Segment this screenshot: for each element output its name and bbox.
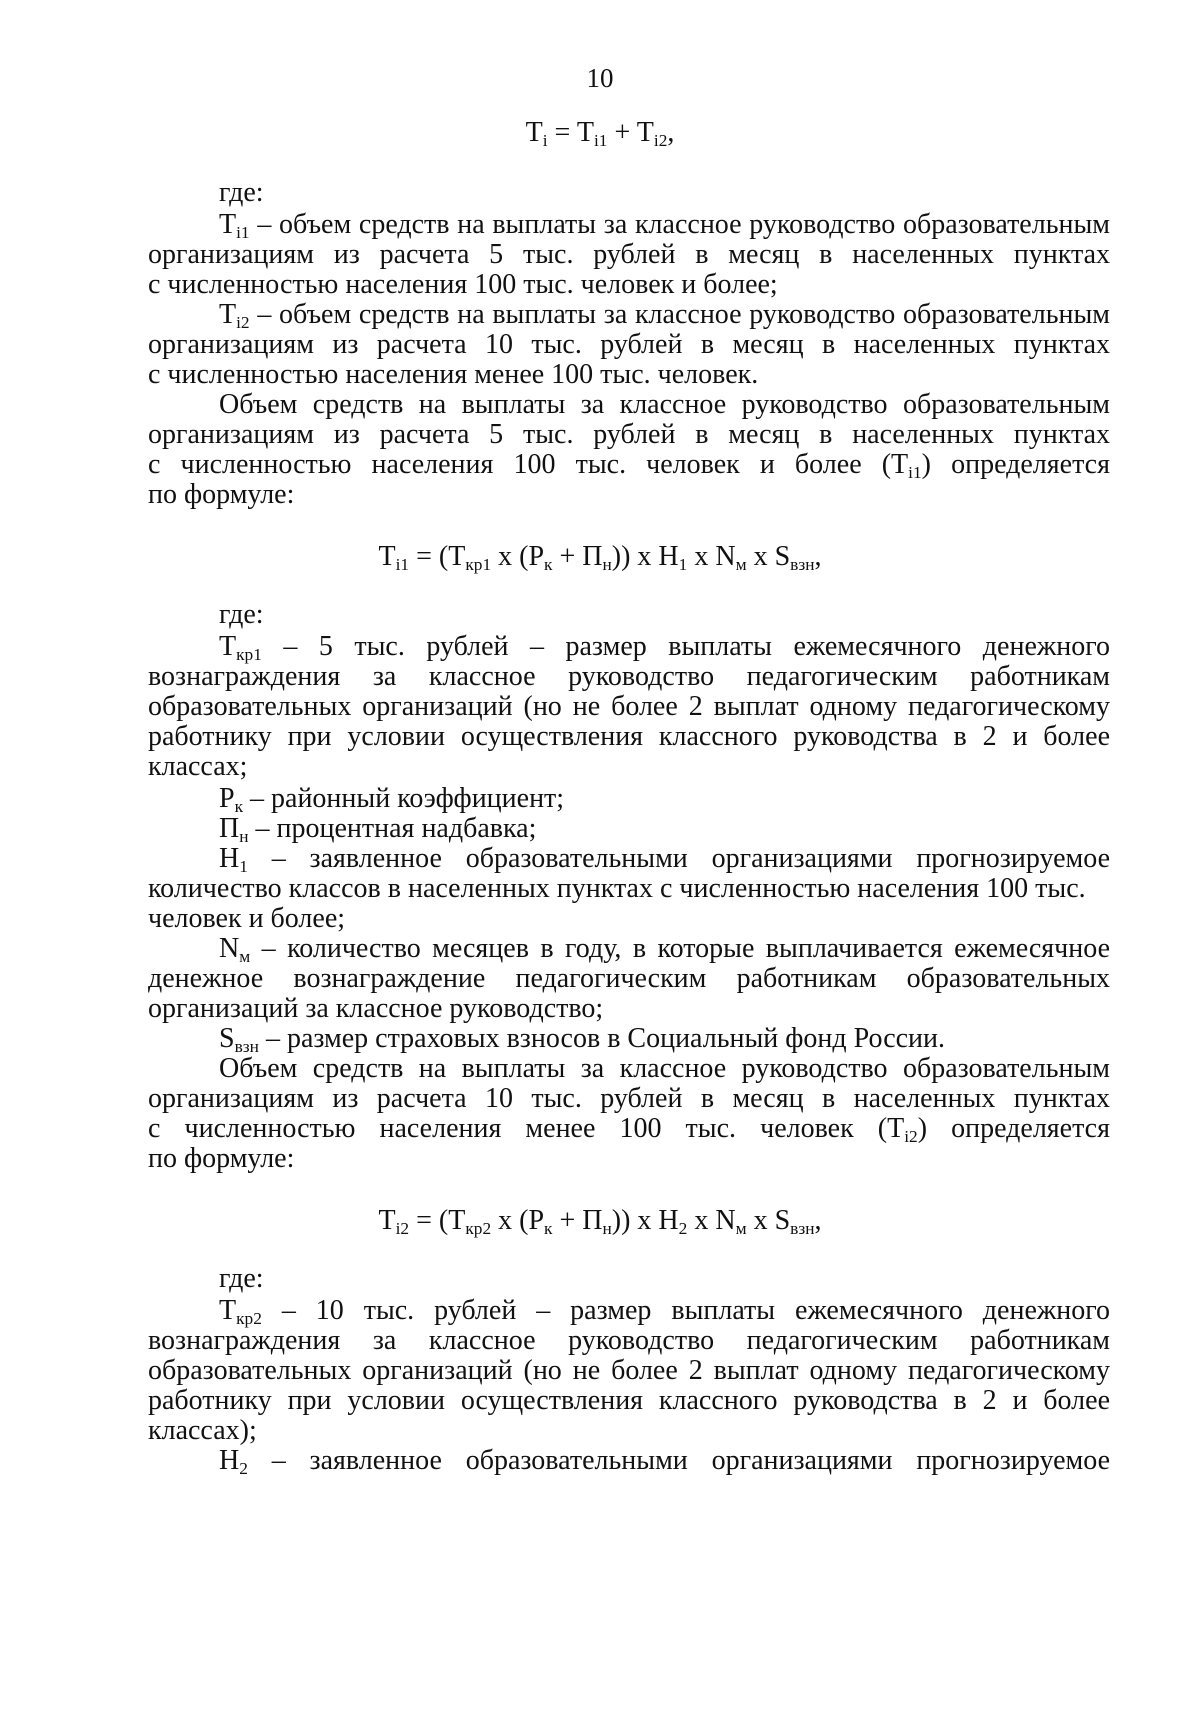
h1-definition: $Н_1$ – заявленное образовательными организациями прогнозируемое — [219, 843, 1110, 876]
paragraph-1-line: организациям из расчета 5 тыс. рублей в месяц в населенных пунктах — [148, 419, 1110, 450]
formula-main: $T_i = T_{i1} + T_{i2}$, — [525, 117, 675, 150]
h1-definition-line: количество классов в населенных пунктах с численностью населения 100 тыс. — [148, 873, 1086, 904]
h2-definition: $Н_2$ – заявленное образовательными организациями прогнозируемое — [219, 1445, 1110, 1478]
nm-definition: $N_м$ – количество месяцев в году, в которые выплачивается ежемесячное — [219, 933, 1110, 966]
tkr2-definition-line: вознаграждения за классное руководство педагогическим работникам — [148, 1325, 1110, 1356]
where-label-2: где: — [219, 599, 264, 630]
tkr2-definition-line: классах); — [148, 1415, 257, 1446]
paragraph-1-line: по формуле: — [148, 479, 295, 510]
paragraph-2-line: по формуле: — [148, 1143, 295, 1174]
ti1-definition-line: с численностью населения 100 тыс. человек и более; — [148, 269, 778, 300]
paragraph-1-line: Объем средств на выплаты за классное руководство образовательным — [219, 389, 1110, 420]
ti1-definition-line: организациям из расчета 5 тыс. рублей в месяц в населенных пунктах — [148, 239, 1110, 270]
tkr1-definition-line: вознаграждения за классное руководство педагогическим работникам — [148, 661, 1110, 692]
ti2-definition-line: с численностью населения менее 100 тыс. человек. — [148, 359, 759, 390]
formula-ti2: $T_{i2} = (T_{кр2}$ х $(Р_к + П_н)$) х $Н_2$ х $N_м$ х $S_{взн}$, — [378, 1205, 822, 1238]
page-number: 10 — [586, 63, 614, 93]
ti2-definition-line: организациям из расчета 10 тыс. рублей в месяц в населенных пунктах — [148, 329, 1110, 360]
h1-definition-line: человек и более; — [148, 903, 346, 934]
tkr2-definition-line: образовательных организаций (но не более 2 выплат одному педагогическому — [148, 1355, 1110, 1386]
tkr2-definition-line: работнику при условии осуществления классного руководства в 2 и более — [148, 1385, 1110, 1416]
where-label-3: где: — [219, 1263, 264, 1294]
tkr1-definition-line: классах; — [148, 751, 248, 782]
paragraph-1-line: с численностью населения 100 тыс. человек и более $(T_{i1})$ определяется — [148, 449, 1110, 482]
ti1-definition: $T_{i1}$ – объем средств на выплаты за классное руководство образовательным — [219, 209, 1110, 242]
nm-definition-line: денежное вознаграждение педагогическим работникам образовательных — [148, 963, 1110, 994]
nm-definition-line: организаций за классное руководство; — [148, 993, 604, 1024]
svzn-definition: $S_{взн}$ – размер страховых взносов в Социальный фонд России. — [219, 1023, 946, 1056]
pn-definition: $П_н$ – процентная надбавка; — [219, 813, 537, 846]
tkr2-definition: $T_{кр2} - 10$ тыс. рублей – размер выплаты ежемесячного денежного — [219, 1295, 1110, 1328]
ti2-definition: $T_{i2}$ – объем средств на выплаты за классное руководство образовательным — [219, 299, 1110, 332]
where-label-1: где: — [219, 177, 264, 208]
rk-definition: $Р_к$ – районный коэффициент; — [219, 783, 565, 816]
tkr1-definition-line: работнику при условии осуществления классного руководства в 2 и более — [148, 721, 1110, 752]
paragraph-2-line: организациям из расчета 10 тыс. рублей в месяц в населенных пунктах — [148, 1083, 1110, 1114]
paragraph-2-line: Объем средств на выплаты за классное руководство образовательным — [219, 1053, 1110, 1084]
paragraph-2-line: с численностью населения менее 100 тыс. человек $(T_{i2})$ определяется — [148, 1113, 1110, 1146]
formula-ti1: $T_{i1} = (T_{кр1}$ х $(Р_к + П_н)$) х $Н_1$ х $N_м$ х $S_{взн}$, — [378, 541, 822, 574]
tkr1-definition: $T_{кр1} - 5$ тыс. рублей – размер выплаты ежемесячного денежного — [219, 631, 1110, 664]
tkr1-definition-line: образовательных организаций (но не более 2 выплат одному педагогическому — [148, 691, 1110, 722]
